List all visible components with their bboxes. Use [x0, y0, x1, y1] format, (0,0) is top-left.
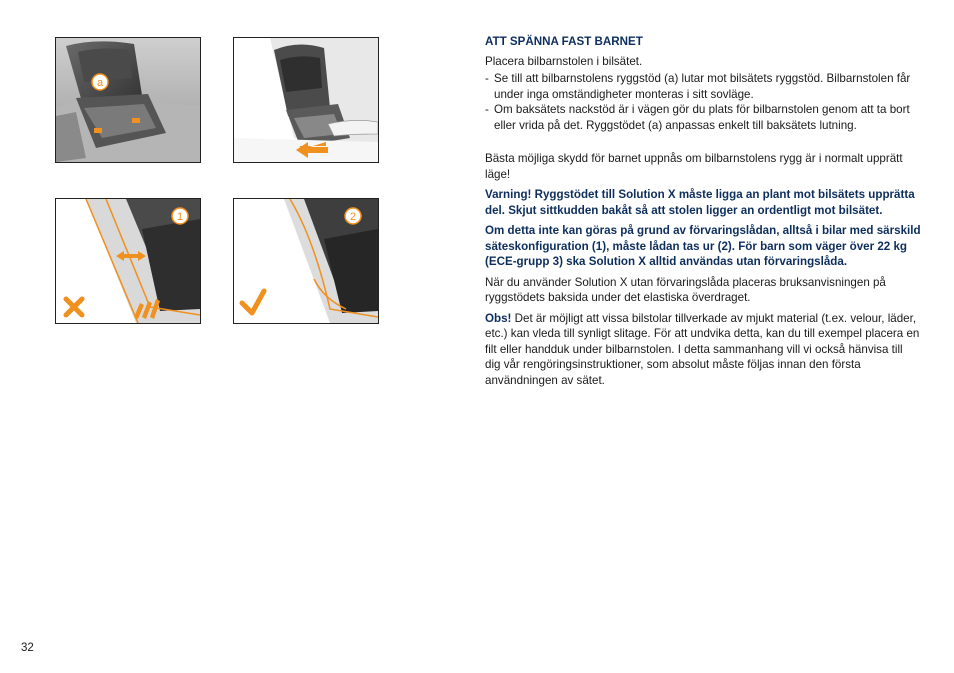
seat-illustration [56, 38, 200, 162]
wrong-config-illustration [56, 199, 200, 323]
instructions-column [485, 34, 921, 393]
correct-config-illustration [234, 199, 378, 323]
figure-seat-backrest [55, 37, 201, 163]
warning-storage-text: Om detta inte kan göras på grund av förvaringslådan, alltså i bilar med särskild säteskonfiguration (1), måste lådan tas ur (2). För barn som väger över 22 kg (ECE-grupp 3) ska Solution X alltid användas utan förvaringslåda. [485, 224, 921, 268]
bullet-text: Se till att bilbarnstolens ryggstöd (a) lutar mot bilsätets ryggstöd. Bilbarnstolen får under inga omständigheter monteras i sitt sovläge. [494, 72, 911, 101]
bullet-text: Om baksätets nackstöd är i vägen gör du plats för bilbarnstolen genom att ta bort eller vrida på det. Ryggstödet (a) anpassas enkelt till baksätets lutning. [494, 103, 910, 132]
bullet-item [485, 102, 921, 133]
label-2: 2 [349, 211, 357, 223]
obs-label: Obs! [485, 311, 512, 325]
page-number: 32 [21, 642, 34, 654]
bullet-dash: - [485, 72, 489, 85]
seat-adjust-illustration [234, 38, 378, 162]
warning-text: Varning! Ryggstödet till Solution X måste ligga an plant mot bilsätets upprätta del. Skjut sittkudden bakåt så att stolen ligger an ordentligt mot bilsätet. [485, 188, 915, 217]
label-1: 1 [176, 211, 184, 223]
figure-correct-configuration [233, 198, 379, 324]
bullet-item [485, 71, 921, 102]
intro-text: Placera bilbarnstolen i bilsätet. [485, 54, 643, 68]
label-a: a [96, 77, 104, 89]
bullet-dash: - [485, 103, 489, 116]
storage-text: När du använder Solution X utan förvaringslåda placeras bruksanvisningen på ryggstödets baksida under det elastiska överdraget. [485, 275, 886, 304]
obs-paragraph [485, 311, 921, 389]
obs-text: Det är möjligt att vissa bilstolar tillverkade av mjukt material (t.ex. velour, läder, etc.) kan vleda till synligt slitage. För att undvika detta, kan du till exempel placera en filt eller handduk under bilbarnstolen. I detta sammanhang vill vi också hänvisa till dig vår rengöringsinstruktioner, som absolut måste följas innan den första användningen av sätet. [485, 311, 920, 387]
section-heading: ATT SPÄNNA FAST BARNET [485, 35, 643, 48]
protection-text: Bästa möjliga skydd för barnet uppnås om bilbarnstolens rygg är i normalt upprätt läge! [485, 152, 903, 181]
figure-seat-adjust [233, 37, 379, 163]
figure-wrong-configuration [55, 198, 201, 324]
